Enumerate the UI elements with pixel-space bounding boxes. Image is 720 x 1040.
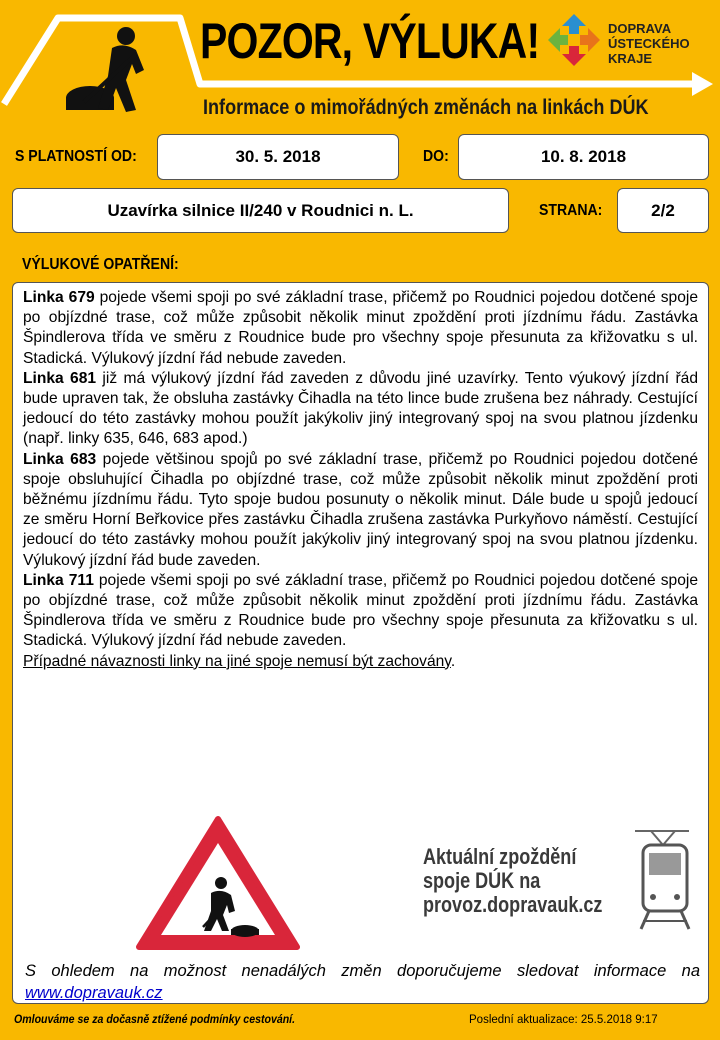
closure-title: Uzavírka silnice II/240 v Roudnici n. L. xyxy=(12,188,509,233)
line-description: pojede všemi spoji po své základní trase, přičemž po Roudnici pojedou dotčené spoje po objízdné trase, což může způsobit několik minut zpoždění proti jízdnímu řádu. Zastávka Špindlerova třída ve směru z Roudnice bude pro všechny spoje přesunuta za křižovatku s ul. Stadická. Výlukový jízdní řád nebude zaveden. xyxy=(23,571,699,650)
page-number-value: 2/2 xyxy=(617,188,709,233)
connections-note-end: . xyxy=(450,652,456,670)
delay-info-line: provoz.dopravauk.cz xyxy=(423,892,603,917)
measures-text xyxy=(23,288,698,672)
delay-info xyxy=(423,845,602,917)
line-number: Linka 711 xyxy=(23,571,94,589)
line-paragraph xyxy=(23,288,698,369)
website-link[interactable]: www.dopravauk.cz xyxy=(25,984,163,1002)
last-updated: Poslední aktualizace: 25.5.2018 9:17 xyxy=(469,1014,658,1026)
header xyxy=(0,0,720,130)
valid-to-label: DO: xyxy=(423,148,449,165)
delay-info-line: Aktuální zpoždění xyxy=(423,844,577,869)
valid-from-value: 30. 5. 2018 xyxy=(157,134,399,180)
recommendation xyxy=(25,960,700,1004)
roadwork-warning-sign-icon xyxy=(133,813,303,953)
recommendation-text: S ohledem na možnost nenadálých změn doporučujeme sledovat informace na xyxy=(25,962,700,980)
line-paragraph xyxy=(23,571,698,652)
measures-heading: VÝLUKOVÉ OPATŘENÍ: xyxy=(22,256,179,273)
line-description: pojede většinou spojů po své základní trase, přičemž po Roudnici pojedou dotčené spoje obsluhující Čihadla po objízdné trase, což může způsobit několik minut zpoždění proti běžnému jízdnímu řádu. Tyto spoje budou posunuty o několik minut. Dále bude u spojů jedoucí ze směru Horní Beřkovice přes zastávku Čihadla zrušena zastávka Purkyňovo náměstí. Cestující jedoucí do této zastávky mohou použít jakýkoliv jiný integrovaný spoj na svou platnou jízdenku. Výlukový jízdní řád bude zaveden. xyxy=(23,450,699,569)
line-description: pojede všemi spoji po své základní trase, přičemž po Roudnici pojedou dotčené spoje po objízdné trase, což může způsobit několik minut zpoždění proti jízdnímu řádu. Zastávka Špindlerova třída ve směru z Roudnice bude pro všechny spoje přesunuta za křižovatku s ul. Stadická. Výlukový jízdní řád nebude zaveden. xyxy=(23,289,699,367)
connections-note-text: Případné návaznosti linky na jiné spoje nemusí být zachovány xyxy=(23,652,451,670)
brand-line: ÚSTECKÉHO xyxy=(608,36,690,51)
measures-panel xyxy=(12,282,709,1004)
line-number: Linka 683 xyxy=(23,450,97,468)
brand-line: DOPRAVA xyxy=(608,21,672,36)
page-subtitle: Informace o mimořádných změnách na linkách DÚK xyxy=(203,96,649,119)
apology-text: Omlouváme se za dočasně ztížené podmínky cestování. xyxy=(14,1014,296,1026)
page-number-label: STRANA: xyxy=(539,202,603,219)
connections-note xyxy=(23,652,698,672)
page-title: POZOR, VÝLUKA! xyxy=(200,13,540,69)
brand-name xyxy=(608,21,690,66)
roadwork-worker-icon xyxy=(50,6,210,126)
valid-from-label: S PLATNOSTÍ OD: xyxy=(15,148,137,165)
line-number: Linka 679 xyxy=(23,289,95,306)
valid-to-value: 10. 8. 2018 xyxy=(458,134,709,180)
line-description: již má výlukový jízdní řád zaveden z důvodu jiné uzavírky. Tento výukový jízdní řád bude upraven tak, že obsluha zastávky Čihadla na této lince bude zrušena bez náhrady. Cestující jedoucí do této zastávky mohou použít jakýkoliv jiný integrovaný spoj na svou platnou jízdenku (např. linky 635, 646, 683 apod.) xyxy=(23,369,698,448)
brand-arrows-logo xyxy=(546,12,602,68)
tram-icon xyxy=(631,823,695,933)
line-paragraph xyxy=(23,450,698,571)
brand-line: KRAJE xyxy=(608,51,653,66)
delay-info-line: spoje DÚK na xyxy=(423,868,541,893)
line-number: Linka 681 xyxy=(23,369,97,387)
line-paragraph xyxy=(23,369,698,450)
